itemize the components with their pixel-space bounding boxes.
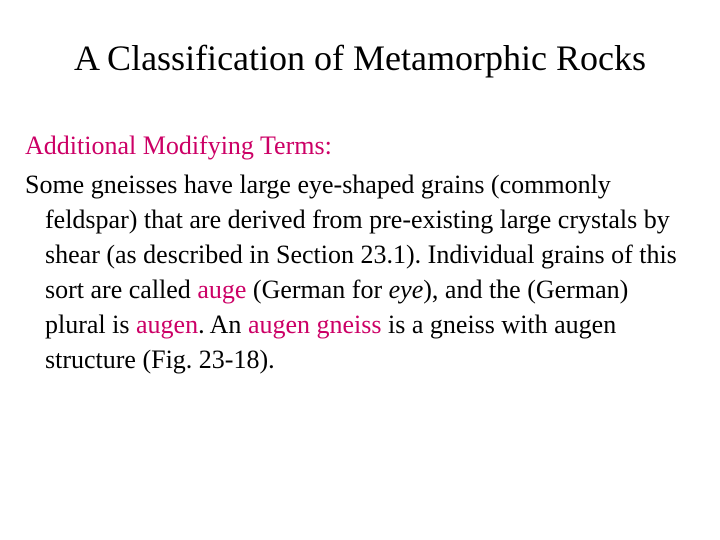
- paragraph-text-1: Some gneisses have large eye-shaped grains (commonly feldspar) that are derived from pre-existing large crystals by shear (as described in Section 23.1). Individual grains of this sort are called: [25, 170, 677, 304]
- term-augen: augen: [136, 310, 199, 339]
- paragraph-text-3: ), and the (German) plural is: [45, 275, 629, 339]
- term-augen-gneiss: augen gneiss: [247, 310, 382, 339]
- term-auge: auge: [197, 275, 247, 304]
- term-eye: eye: [388, 275, 424, 304]
- paragraph-text-4: . An: [198, 310, 248, 339]
- paragraph-text-2: (German for: [246, 275, 389, 304]
- slide-title: A Classification of Metamorphic Rocks: [74, 38, 646, 78]
- paragraph-text-5: is a gneiss with augen structure (Fig. 23-18).: [45, 310, 617, 374]
- slide-body: [25, 128, 695, 377]
- subheading: Additional Modifying Terms:: [25, 131, 332, 160]
- body-paragraph: [25, 167, 695, 377]
